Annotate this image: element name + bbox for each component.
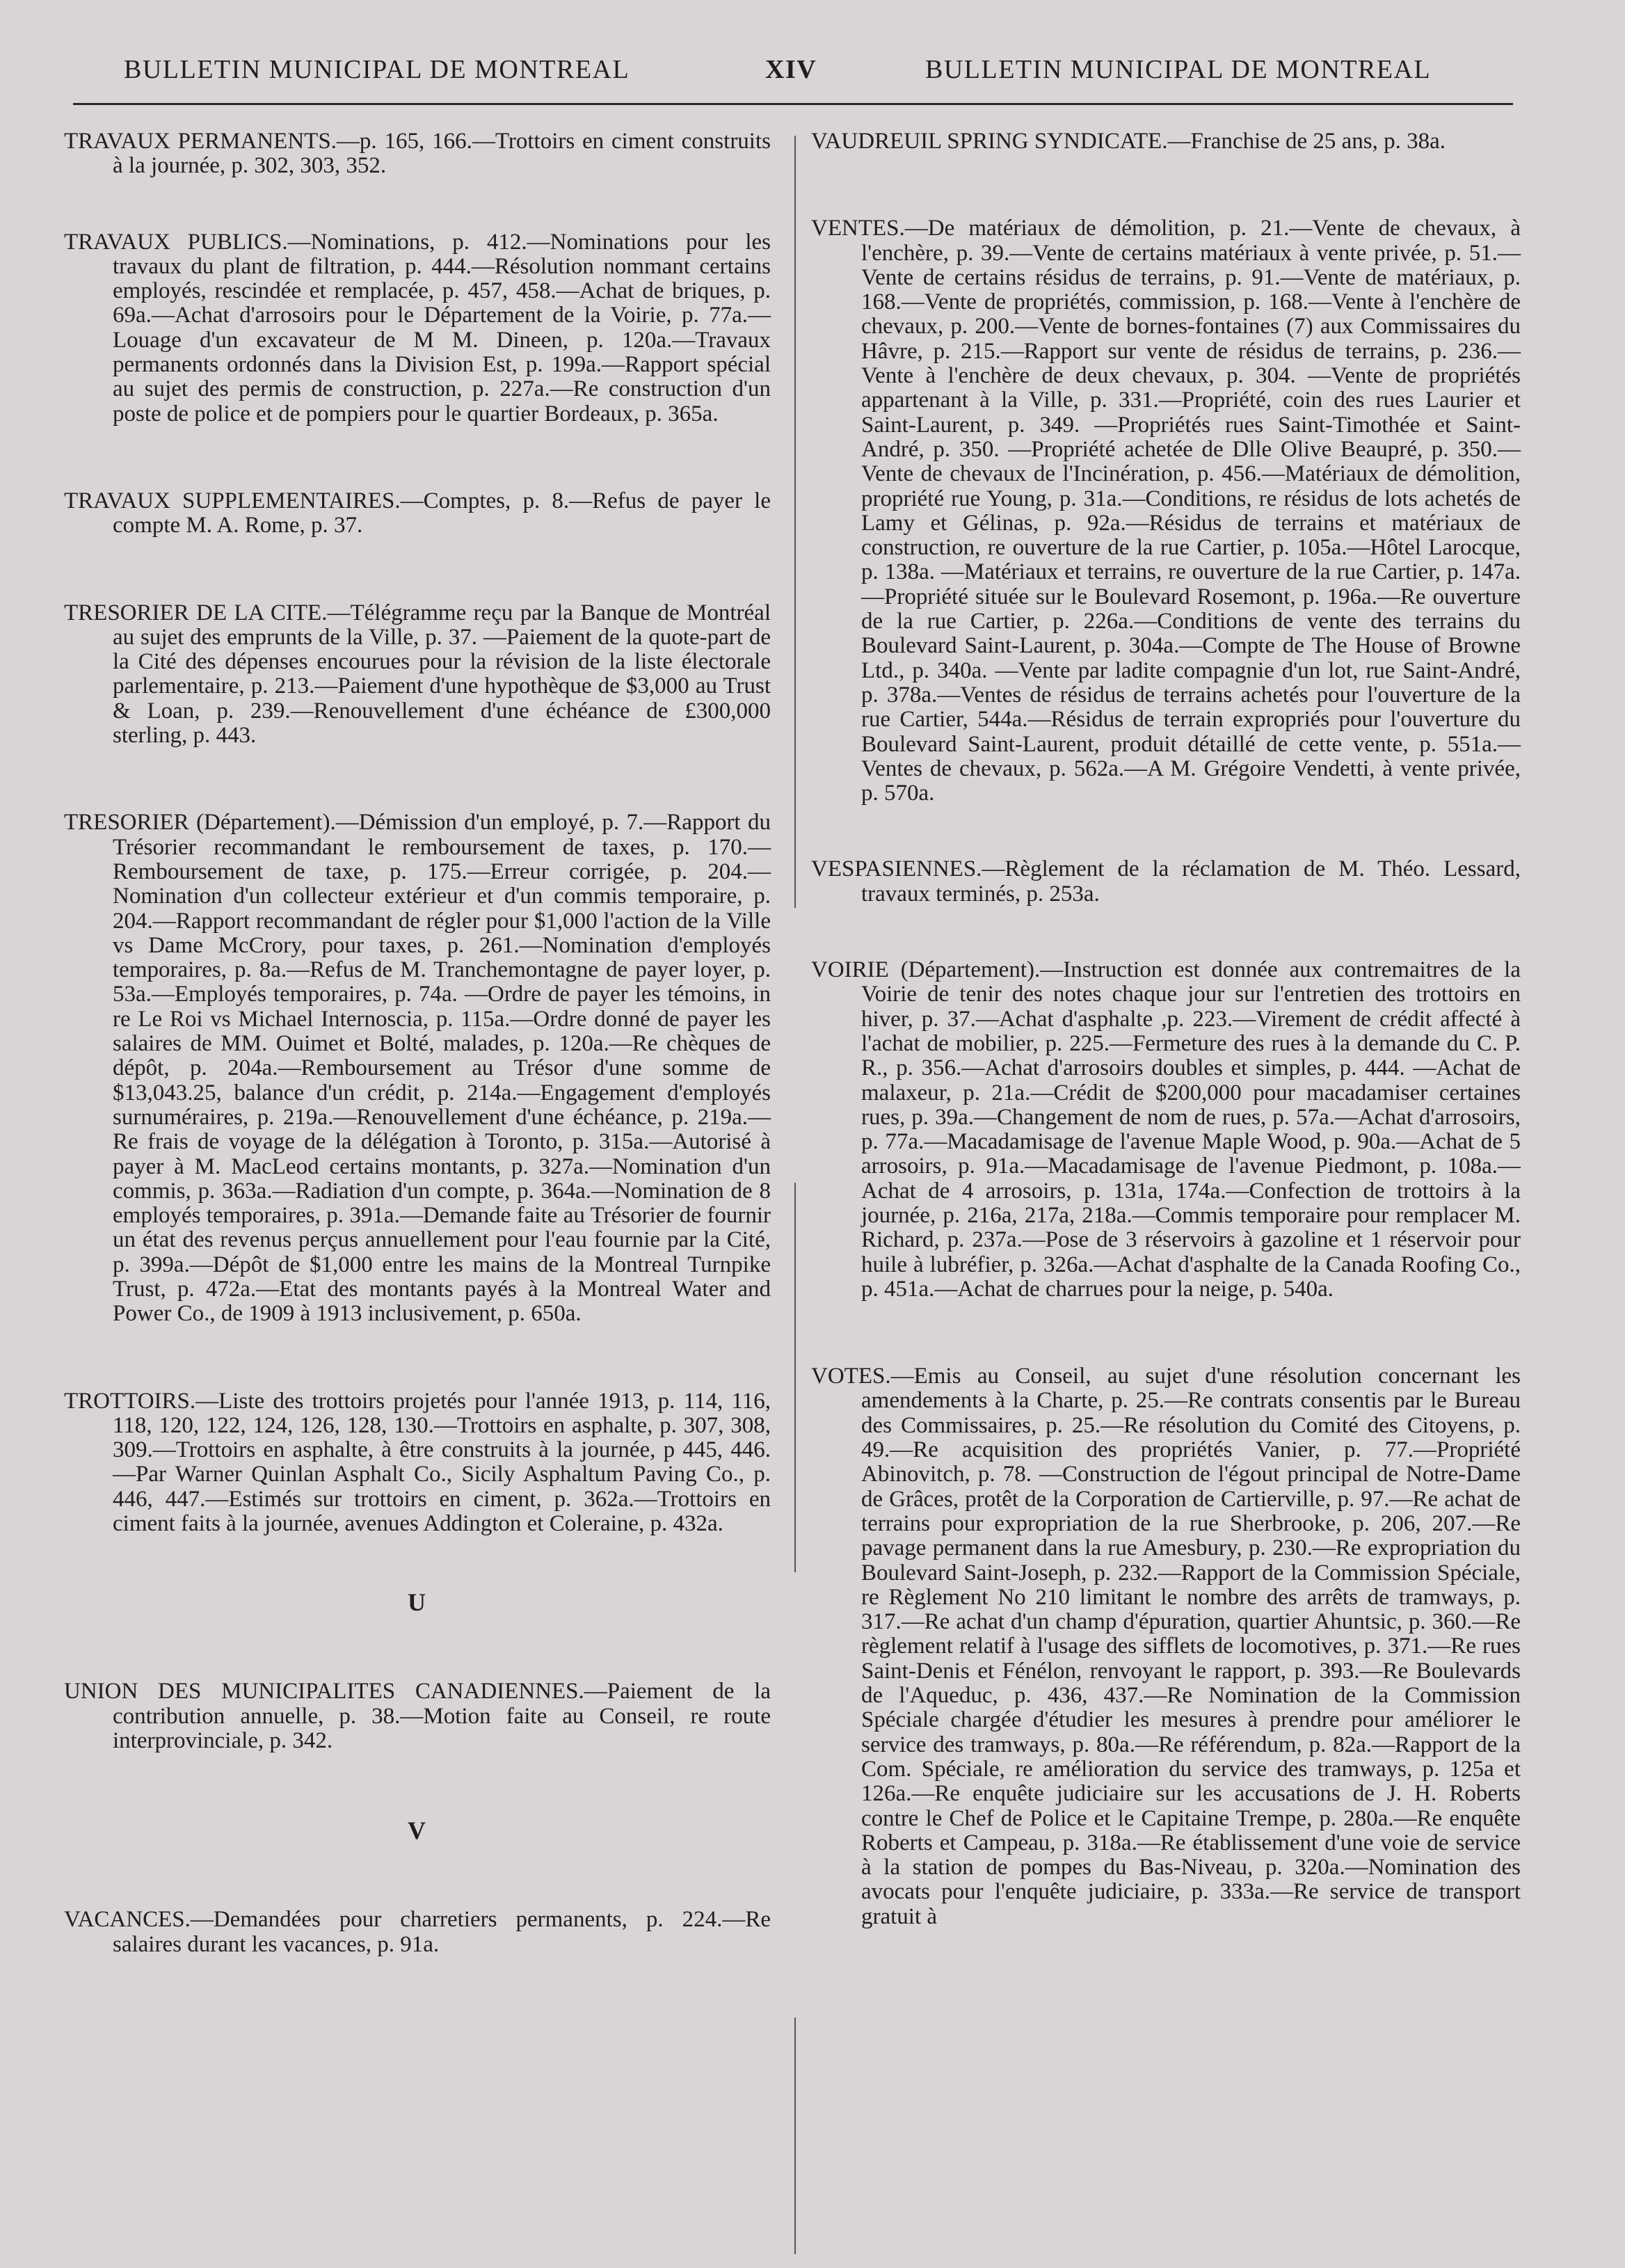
section-letter-v: V <box>408 1816 427 1845</box>
index-entry-travaux-supplementaires: TRAVAUX SUPPLEMENTAIRES.—Comptes, p. 8.—Refus de payer le compte M. A. Rome, p. 37. <box>64 488 771 538</box>
index-entry-tresorier-departement: TRESORIER (Département).—Démission d'un employé, p. 7.—Rapport du Trésorier recommandant le remboursement de taxes, p. 170.—Remboursement de taxe, p. 175.—Erreur corrigée, p. 204.—Nomination d'un collecteur extérieur et d'un commis temporaire, p. 204.—Rapport recommandant de régler pour $1,000 l'action de la Ville vs Dame McCrory, pour taxes, p. 261.—Nomination d'employés temporaires, p. 8a.—Refus de M. Tranchemontagne de payer loyer, p. 53a.—Employés temporaires, p. 74a. —Ordre de payer les témoins, in re Le Roi vs Michael Internoscia, p. 115a.—Ordre donné de payer les salaires de MM. Ouimet et Bolté, malades, p. 120a.—Re chèques de dépôt, p. 204a.—Remboursement au Trésor d'une somme de $13,043.25, balance d'un crédit, p. 214a.—Engagement d'employés surnuméraires, p. 219a.—Renouvellement d'une échéance, p. 219a.—Re frais de voyage de la délégation à Toronto, p. 315a.—Autorisé à payer à M. MacLeod certains montants, p. 327a.—Nomination d'un commis, p. 363a.—Radiation d'un compte, p. 364a.—Nomination de 8 employés temporaires, p. 391a.—Demande faite au Trésorier de fournir un état des revenus perçus annuellement pour l'eau fournie par la Cité, p. 399a.—Dépôt de $1,000 entre les mains de la Montreal Turnpike Trust, p. 472a.—Etat des montants payés à la Montreal Water and Power Co., de 1909 à 1913 inclusivement, p. 650a. <box>64 810 771 1327</box>
index-entry-travaux-publics: TRAVAUX PUBLICS.—Nominations, p. 412.—Nominations pour les travaux du plant de filtration, p. 444.—Résolution nommant certains employés, rescindée et remplacée, p. 457, 458.—Achat de briques, p. 69a.—Achat d'arrosoirs pour le Département de la Voirie, p. 77a.—Louage d'un excavateur de M M. Dineen, p. 120a.—Travaux permanents ordonnés dans la Division Est, p. 199a.—Rapport spécial au sujet des permis de construction, p. 227a.—Re construction d'un poste de police et de pompiers pour le quartier Bordeaux, p. 365a. <box>64 229 771 426</box>
running-title-right: BULLETIN MUNICIPAL DE MONTREAL <box>925 55 1432 84</box>
page-header <box>70 54 1510 96</box>
page-number: XIV <box>765 55 817 84</box>
index-entry-votes: VOTES.—Emis au Conseil, au sujet d'une résolution concernant les amendements à la Charte, p. 25.—Re contrats consentis par le Bureau des Commissaires, p. 25.—Re résolution du Comité des Citoyens, p. 49.—Re acquisition des propriétés Vanier, p. 77.—Propriété Abinovitch, p. 78. —Construction de l'égout principal de Notre-Dame de Grâces, protêt de la Corporation de Cartierville, p. 97.—Re achat de terrains pour expropriation de la rue Sherbrooke, p. 206, 207.—Re pavage permanent dans la rue Amesbury, p. 230.—Re expropriation du Boulevard Saint-Joseph, p. 232.—Rapport de la Commission Spéciale, re Règlement No 210 limitant le nombre des arrêts de tramways, p. 317.—Re achat d'un champ d'épuration, quartier Ahuntsic, p. 360.—Re règlement relatif à l'usage des sifflets de locomotives, p. 371.—Re rues Saint-Denis et Fénélon, renvoyant le rapport, p. 393.—Re Boulevards de l'Aqueduc, p. 436, 437.—Re Nomination de la Commission Spéciale chargée d'étudier les mesures à prendre pour améliorer le service des tramways, p. 80a.—Re référendum, p. 82a.—Rapport de la Com. Spéciale, re amélioration du service des tramways, p. 125a et 126a.—Re enquête judiciaire sur les accusations de J. H. Roberts contre le Chef de Police et le Capitaine Trempe, p. 280a.—Re enquête Roberts et Campeau, p. 318a.—Re établissement d'une voie de service à la station de pompes du Bas-Niveau, p. 320a.—Nomination des avocats pour l'enquête judiciaire, p. 333a.—Re service de transport gratuit à <box>811 1364 1521 1929</box>
column-divider-top <box>794 136 796 908</box>
column-divider-bottom <box>794 2018 796 2254</box>
column-divider-middle <box>794 1183 796 1572</box>
running-title-left: BULLETIN MUNICIPAL DE MONTREAL <box>124 55 630 84</box>
index-entry-vespasiennes: VESPASIENNES.—Règlement de la réclamation de M. Théo. Lessard, travaux terminés, p. 253a. <box>811 856 1521 907</box>
index-entry-vaudreuil-spring: VAUDREUIL SPRING SYNDICATE.—Franchise de 25 ans, p. 38a. <box>811 129 1446 154</box>
index-entry-ventes: VENTES.—De matériaux de démolition, p. 21.—Vente de chevaux, à l'enchère, p. 39.—Vente de certains matériaux à vente privée, p. 51.—Vente de certains résidus de terrains, p. 91.—Vente de matériaux, p. 168.—Vente de propriétés, commission, p. 168.—Vente à l'enchère de chevaux, p. 200.—Vente de bornes-fontaines (7) aux Commissaires du Hâvre, p. 215.—Rapport sur vente de résidus de terrains, p. 236.—Vente à l'enchère de deux chevaux, p. 304. —Vente de propriétés appartenant à la Ville, p. 331.—Propriété, coin des rues Laurier et Saint-Laurent, p. 349. —Propriétés rues Saint-Timothée et Saint-André, p. 350. —Propriété achetée de Dlle Olive Beaupré, p. 350.—Vente de chevaux de l'Incinération, p. 456.—Matériaux de démolition, propriété rue Young, p. 31a.—Conditions, re résidus de lots achetés de Lamy et Gélinas, p. 92a.—Résidus de terrains et matériaux de construction, re ouverture de la rue Cartier, p. 105a.—Hôtel Larocque, p. 138a. —Matériaux et terrains, re ouverture de la rue Cartier, p. 147a.—Propriété située sur le Boulevard Rosemont, p. 196a.—Re ouverture de la rue Cartier, p. 226a.—Conditions de vente des terrains du Boulevard Saint-Laurent, p. 304a.—Compte de The House of Browne Ltd., p. 340a. —Vente par ladite compagnie d'un lot, rue Saint-André, p. 378a.—Ventes de résidus de terrains achetés pour l'ouverture de la rue Cartier, 544a.—Résidus de terrain expropriés pour l'ouverture du Boulevard Saint-Laurent, produit détaillé de cette vente, p. 551a.—Ventes de chevaux, p. 562a.—A M. Grégoire Vendetti, à vente privée, p. 570a. <box>811 216 1521 806</box>
section-letter-u: U <box>408 1588 427 1617</box>
index-entry-vacances: VACANCES.—Demandées pour charretiers permanents, p. 224.—Re salaires durant les vacances, p. 91a. <box>64 1907 771 1957</box>
index-entry-voirie: VOIRIE (Département).—Instruction est donnée aux contremaitres de la Voirie de tenir des notes chaque jour sur l'entretien des trottoirs en hiver, p. 37.—Achat d'asphalte ,p. 223.—Virement de crédit affecté à l'achat de mobilier, p. 225.—Fermeture des rues à la demande du C. P. R., p. 356.—Achat d'arrosoirs doubles et simples, p. 444. —Achat de malaxeur, p. 21a.—Crédit de $200,000 pour macadamiser certaines rues, p. 39a.—Changement de nom de rues, p. 57a.—Achat d'arrosoirs, p. 77a.—Macadamisage de l'avenue Maple Wood, p. 90a.—Achat de 5 arrosoirs, p. 91a.—Macadamisage de l'avenue Piedmont, p. 108a.—Achat de 4 arrosoirs, p. 131a, 174a.—Confection de trottoirs à la journée, p. 216a, 217a, 218a.—Commis temporaire pour remplacer M. Richard, p. 237a.—Pose de 3 réservoirs à gazoline et 1 réservoir pour huile à lubréfier, p. 326a.—Achat d'asphalte de la Canada Roofing Co., p. 451a.—Achat de charrues pour la neige, p. 540a. <box>811 957 1521 1302</box>
index-entry-union-des-municipalites: UNION DES MUNICIPALITES CANADIENNES.—Paiement de la contribution annuelle, p. 38.—Motion faite au Conseil, re route interprovinciale, p. 342. <box>64 1679 771 1753</box>
left-column <box>64 129 771 1957</box>
index-entry-trottoirs: TROTTOIRS.—Liste des trottoirs projetés pour l'année 1913, p. 114, 116, 118, 120, 122, 124, 126, 128, 130.—Trottoirs en asphalte, p. 307, 308, 309.—Trottoirs en asphalte, à être construits à la journée, p 445, 446.—Par Warner Quinlan Asphalt Co., Sicily Asphaltum Paving Co., p. 446, 447.—Estimés sur trottoirs en ciment, p. 362a.—Trottoirs en ciment faits à la journée, avenues Addington et Coleraine, p. 432a. <box>64 1388 771 1537</box>
right-column <box>811 129 1521 1929</box>
index-entry-tresorier-de-la-cite: TRESORIER DE LA CITE.—Télégramme reçu par la Banque de Montréal au sujet des emprunts de la Ville, p. 37. —Paiement de la quote-part de la Cité des dépenses encourues pour la révision de la liste électorale parlementaire, p. 213.—Paiement d'une hypothèque de $3,000 au Trust & Loan, p. 239.—Renouvellement d'une échéance de £300,000 sterling, p. 443. <box>64 600 771 749</box>
header-rule <box>73 103 1513 105</box>
index-entry-travaux-permanents: TRAVAUX PERMANENTS.—p. 165, 166.—Trottoirs en ciment construits à la journée, p. 302, 303, 352. <box>64 129 771 179</box>
